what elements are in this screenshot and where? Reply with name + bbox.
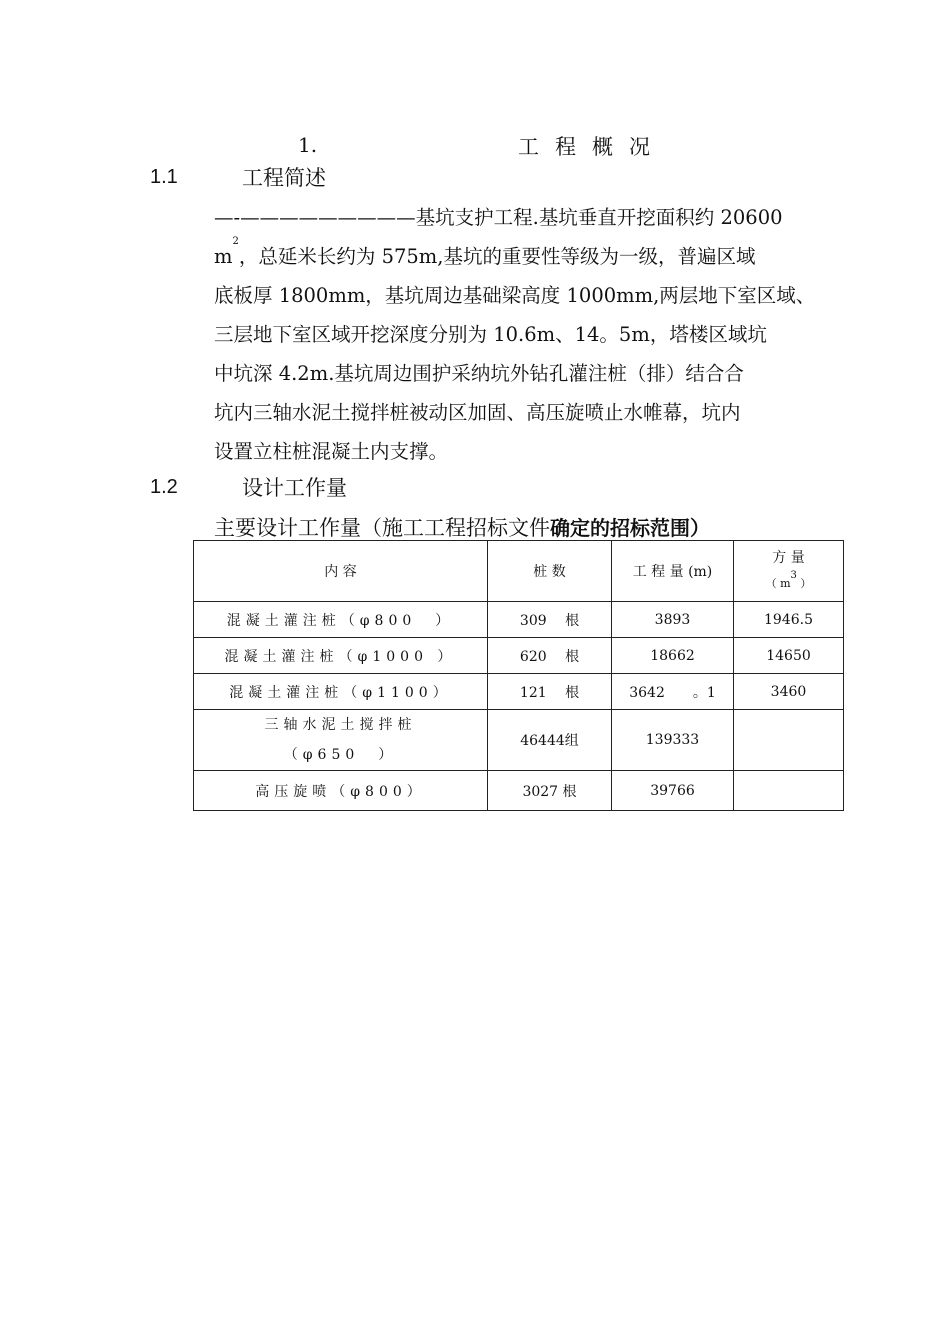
section-number-1-2: 1.2 <box>150 476 178 498</box>
table-header-row <box>194 541 844 602</box>
description-line: 坑内三轴水泥土搅拌桩被动区加固、高压旋喷止水帷幕，坑内 <box>214 401 741 424</box>
cell-count: 620 根 <box>488 638 612 674</box>
table-row <box>194 602 844 638</box>
cell-content: 混凝土灌注桩（φ1100） <box>194 674 488 710</box>
cell-count: 121 根 <box>488 674 612 710</box>
description-line: 设置立柱桩混凝土内支撑。 <box>214 440 449 463</box>
header-content: 内 容 <box>194 541 488 602</box>
description-line-text: ，总延米长约为 575m,基坑的重要性等级为一级，普遍区域 <box>238 245 756 268</box>
header-volume-title: 方 量 <box>772 550 805 566</box>
cell-content: 混凝土灌注桩（φ1000 ） <box>194 638 488 674</box>
section-title-1-2: 设计工作量 <box>242 476 347 500</box>
cell-volume <box>734 771 844 811</box>
table-caption-bold: 确定的招标范围） <box>550 516 710 540</box>
description-line <box>214 237 874 276</box>
chapter-title: 工程概况 <box>518 135 666 159</box>
cell-volume: 3460 <box>734 674 844 710</box>
area-unit-exponent: 2 <box>232 236 239 247</box>
cell-content-line: （φ650 ） <box>283 747 398 763</box>
cell-quantity: 3893 <box>612 602 734 638</box>
section-number-1-1: 1.1 <box>150 166 178 188</box>
description-line: 三层地下室区域开挖深度分别为 10.6m、14。5m，塔楼区域坑 <box>214 323 767 346</box>
header-pile-count: 桩 数 <box>488 541 612 602</box>
work-quantity-table <box>193 540 844 811</box>
cell-content: 混凝土灌注桩（φ800 ） <box>194 602 488 638</box>
header-volume <box>734 541 844 602</box>
cell-volume <box>734 710 844 771</box>
header-volume-unit: （ $m^3$ ） <box>765 570 812 590</box>
table-row <box>194 674 844 710</box>
table-row <box>194 771 844 811</box>
cell-content: 高压旋喷（φ800） <box>194 771 488 811</box>
chapter-number: 1. <box>298 133 318 157</box>
cell-content-line: 三轴水泥土搅拌桩 <box>264 717 417 733</box>
section-title-1-1: 工程简述 <box>242 166 326 190</box>
cell-quantity: 39766 <box>612 771 734 811</box>
table-row <box>194 710 844 771</box>
table-caption <box>214 512 710 542</box>
header-quantity: 工 程 量 (m) <box>612 541 734 602</box>
area-unit: m <box>214 245 233 268</box>
cell-count: 309 根 <box>488 602 612 638</box>
cell-volume: 1946.5 <box>734 602 844 638</box>
cell-quantity: 18662 <box>612 638 734 674</box>
cell-volume: 14650 <box>734 638 844 674</box>
cell-count: 3027 根 <box>488 771 612 811</box>
cell-quantity: 139333 <box>612 710 734 771</box>
table-caption-text: 主要设计工作量（施工工程招标文件 <box>214 516 550 540</box>
description-line: 中坑深 4.2m.基坑周边围护采纳坑外钻孔灌注桩（排）结合合 <box>214 362 744 385</box>
cell-content <box>194 710 488 771</box>
table-row <box>194 638 844 674</box>
cell-quantity: 3642 。1 <box>612 674 734 710</box>
project-description <box>214 198 874 471</box>
cell-count: 46444组 <box>488 710 612 771</box>
description-line: 底板厚 1800mm，基坑周边基础梁高度 1000mm,两层地下室区域、 <box>214 284 816 307</box>
description-line: —-—————————基坑支护工程.基坑垂直开挖面积约 20600 <box>214 206 783 229</box>
